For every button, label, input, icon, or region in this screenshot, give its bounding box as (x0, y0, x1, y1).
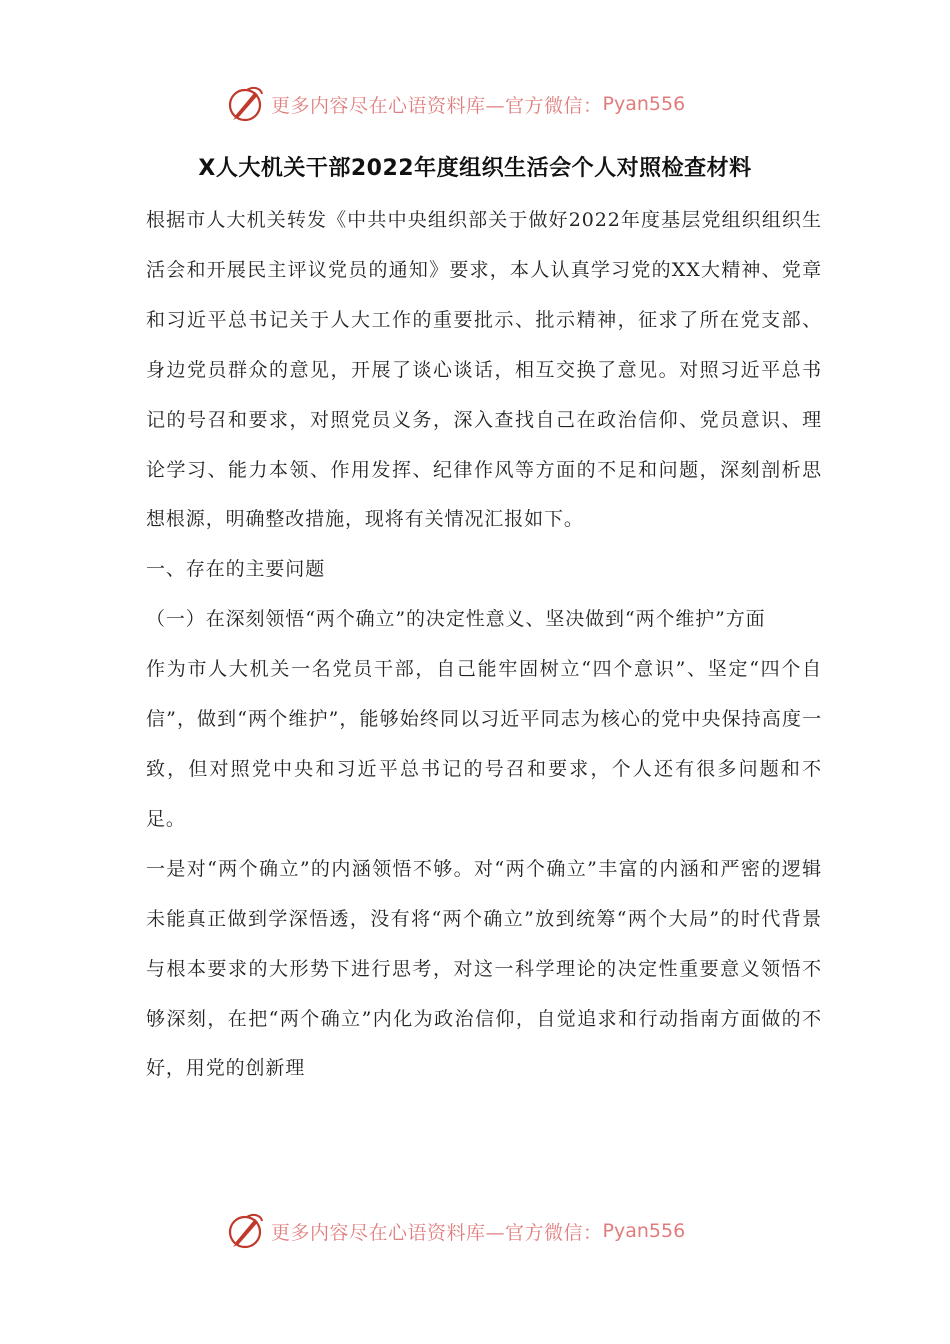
body-paragraph: 根据市人大机关转发《中共中央组织部关于做好2022年度基层党组织组织生活会和开展民主评议党员的通知》要求，本人认真学习党的XX大精神、党章和习近平总书记关于人大工作的重要批示、批示精神，征求了所在党支部、身边党员群众的意见，开展了谈心谈话，相互交换了意见。对照习近平总书记的号召和要求，对照党员义务，深入查找自己在政治信仰、党员意识、理论学习、能力本领、作用发挥、纪律作风等方面的不足和问题，深刻剖析思想根源，明确整改措施，现将有关情况汇报如下。 (146, 209, 822, 531)
body-paragraph: 作为市人大机关一名党员干部，自己能牢固树立“四个意识”、坚定“四个自信”，做到“两个维护”，能够始终同以习近平同志为核心的党中央保持高度一致，但对照党中央和习近平总书记的号召和要求，个人还有很多问题和不足。 (146, 658, 822, 830)
banner-wechat-handle: Pyan556 (602, 1220, 686, 1242)
pen-quill-logo-icon (225, 84, 265, 124)
section-heading: 一、存在的主要问题 (146, 558, 326, 581)
banner-text: 更多内容尽在心语资料库—官方微信： (271, 94, 603, 117)
banner-wechat-handle: Pyan556 (602, 93, 686, 115)
body-paragraph: 一是对“两个确立”的内涵领悟不够。对“两个确立”丰富的内涵和严密的逻辑未能真正做到学深悟透，没有将“两个确立”放到统筹“两个大局”的时代背景与根本要求的大形势下进行思考，对这一科学理论的决定性重要意义领悟不够深刻，在把“两个确立”内化为政治信仰，自觉追求和行动指南方面做的不好，用党的创新理 (146, 857, 822, 1080)
pen-quill-logo-icon (225, 1211, 265, 1251)
header-banner (225, 84, 745, 124)
banner-text: 更多内容尽在心语资料库—官方微信： (271, 1221, 603, 1244)
footer-banner (225, 1211, 745, 1251)
document-body (146, 196, 822, 1094)
subsection-heading: （一）在深刻领悟“两个确立”的决定性意义、坚决做到“两个维护”方面 (146, 608, 766, 631)
document-title: X人大机关干部2022年度组织生活会个人对照检查材料 (198, 156, 752, 181)
